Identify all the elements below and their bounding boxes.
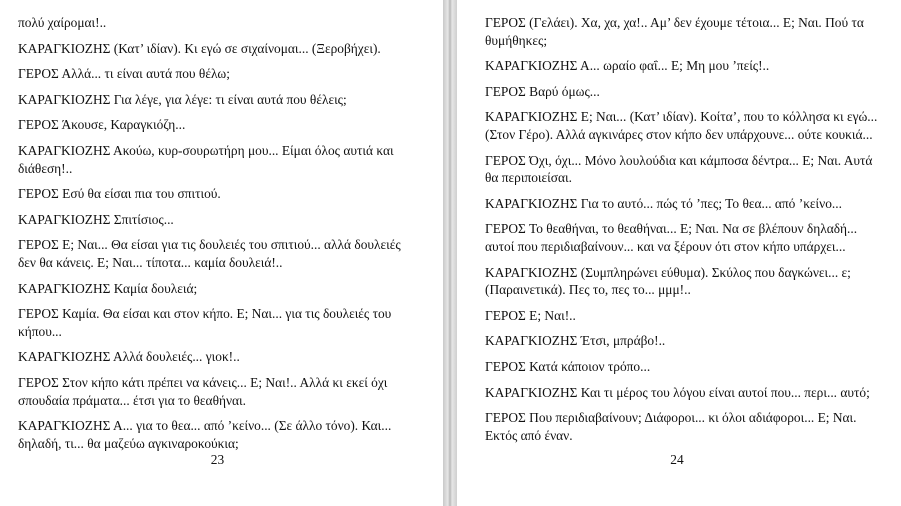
paragraph: ΚΑΡΑΓΚΙΟΖΗΣ Για το αυτό... πώς τό ’πες; Το θεα... από ’κείνο... <box>485 195 842 211</box>
paragraph: ΚΑΡΑΓΚΙΟΖΗΣ (Συμπληρώνει εύθυμα). Σκύλος που δαγκώνει... ε; (Παραινετικά). Πες το, πες το... μμμ!.. <box>485 264 851 298</box>
paragraph: ΚΑΡΑΓΚΙΟΖΗΣ Για λέγε, για λέγε: τι είναι αυτά που θέλεις; <box>18 91 347 107</box>
paragraph: ΚΑΡΑΓΚΙΟΖΗΣ Α... ωραίο φαΐ... Ε; Μη μου ’πείς!.. <box>485 58 770 74</box>
paragraph: ΚΑΡΑΓΚΙΟΖΗΣ (Κατ’ ιδίαν). Κι εγώ σε σιχαίνομαι... (Ξεροβήχει). <box>18 40 381 56</box>
paragraph: ΓΕΡΟΣ Κατά κάποιον τρόπο... <box>485 358 651 374</box>
paragraph: ΓΕΡΟΣ Ε; Ναι... Θα είσαι για τις δουλειές του σπιτιού... αλλά δουλειές δεν θα κάνεις. Ε; Ναι... τίποτα... καμία δουλειά!.. <box>18 237 401 270</box>
paragraph: ΚΑΡΑΓΚΙΟΖΗΣ Σπιτίσιος... <box>18 211 174 227</box>
paragraph: ΓΕΡΟΣ Το θεαθήναι, το θεαθήναι... Ε; Ναι. Να σε βλέπουν δηλαδή... αυτοί που περιδιαβαίνουν... και να ξέρουν ότι στον κήπο υπάρχει... <box>485 221 858 254</box>
paragraph: ΓΕΡΟΣ (Γελάει). Χα, χα, χα!.. Αμ’ δεν έχουμε τέτοια... Ε; Ναι. Πού τα θυμήθηκες; <box>485 15 864 48</box>
page-number: 23 <box>210 452 225 467</box>
right-page <box>457 0 901 506</box>
paragraph: ΓΕΡΟΣ Όχι, όχι... Μόνο λουλούδια και κάμποσα δέντρα... Ε; Ναι. Αυτά θα περιποιείσαι. <box>485 152 873 186</box>
page-gutter <box>443 0 457 506</box>
paragraph: ΓΕΡΟΣ Στον κήπο κάτι πρέπει να κάνεις... Ε; Ναι!.. Αλλά κι εκεί όχι σπουδαία πράματα... έτσι για το θεαθήναι. <box>18 374 388 408</box>
paragraph: ΚΑΡΑΓΚΙΟΖΗΣ Καμία δουλειά; <box>18 280 198 296</box>
paragraph: ΚΑΡΑΓΚΙΟΖΗΣ Α... για το θεα... από ’κείνο... (Σε άλλο τόνο). Και... δηλαδή, τι... θα μαζεύω αγκιναροκούκια; <box>18 418 392 451</box>
paragraph: ΓΕΡΟΣ Που περιδιαβαίνουν; Διάφοροι... κι όλοι αδιάφοροι... Ε; Ναι. Εκτός από έναν. <box>485 410 857 443</box>
paragraph: ΚΑΡΑΓΚΙΟΖΗΣ Και τι μέρος του λόγου είναι αυτοί που... περι... αυτό; <box>485 384 870 400</box>
left-page <box>0 0 443 506</box>
paragraph: ΚΑΡΑΓΚΙΟΖΗΣ Ακούω, κυρ-σουρωτήρη μου... Είμαι όλος αυτιά και διάθεση!.. <box>18 142 394 176</box>
paragraph: πολύ χαίρομαι!.. <box>18 15 107 30</box>
paragraph: ΓΕΡΟΣ Καμία. Θα είσαι και στον κήπο. Ε; Ναι... για τις δουλειές του κήπου... <box>18 306 392 339</box>
paragraph: ΚΑΡΑΓΚΙΟΖΗΣ Έτσι, μπράβο!.. <box>485 333 666 349</box>
paragraph: ΓΕΡΟΣ Εσύ θα είσαι πια του σπιτιού. <box>18 186 221 202</box>
left-page-text <box>18 14 421 460</box>
paragraph: ΚΑΡΑΓΚΙΟΖΗΣ Ε; Ναι... (Κατ’ ιδίαν). Κοίτα’, που το κόλλησα κι εγώ... (Στον Γέρο). Αλλά αγκινάρες στον κήπο δεν υπάρχουνε... ούτε κουκιά... <box>485 109 878 142</box>
page-number: 24 <box>670 452 684 467</box>
right-page-text <box>485 14 889 452</box>
paragraph: ΓΕΡΟΣ Αλλά... τι είναι αυτά που θέλω; <box>18 66 230 82</box>
paragraph: ΚΑΡΑΓΚΙΟΖΗΣ Αλλά δουλειές... γιοκ!.. <box>18 349 240 365</box>
paragraph: ΓΕΡΟΣ Άκουσε, Καραγκιόζη... <box>18 117 186 133</box>
paragraph: ΓΕΡΟΣ Βαρύ όμως... <box>485 83 600 99</box>
paragraph: ΓΕΡΟΣ Ε; Ναι!.. <box>485 307 576 323</box>
